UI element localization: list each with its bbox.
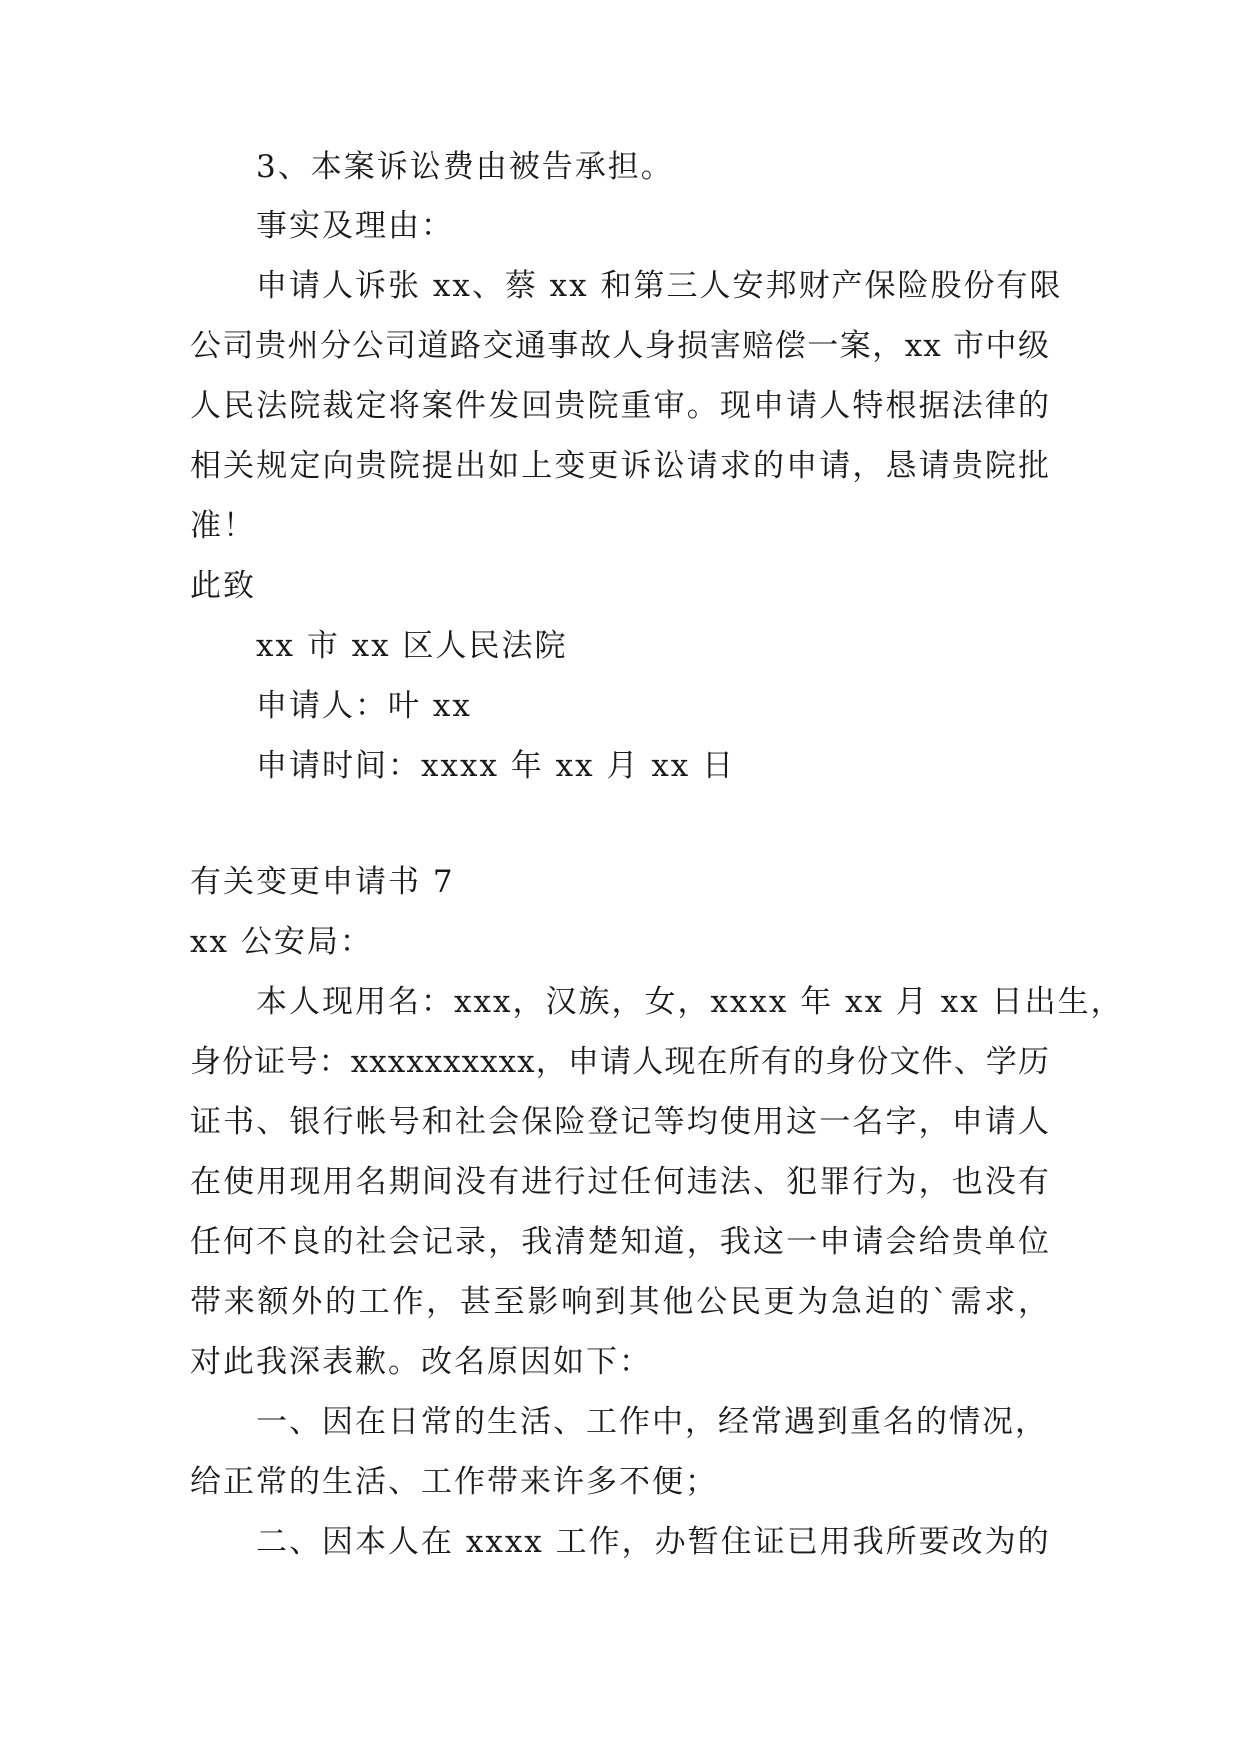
body-line: 在使用现用名期间没有进行过任何违法、犯罪行为，也没有 — [190, 1164, 1050, 1200]
body-line: 公司贵州分公司道路交通事故人身损害赔偿一案，xx 市中级 — [190, 328, 1050, 364]
section-title: 有关变更申请书 7 — [190, 864, 455, 900]
body-line: 身份证号：xxxxxxxxxx，申请人现在所有的身份文件、学历 — [190, 1044, 1050, 1080]
facts-heading: 事实及理由： — [256, 208, 454, 244]
application-date: 申请时间：xxxx 年 xx 月 xx 日 — [256, 748, 736, 784]
recipient-court: xx 市 xx 区人民法院 — [256, 628, 568, 664]
salutation: 此致 — [190, 568, 256, 604]
claim-item-3: 3、本案诉讼费由被告承担。 — [256, 149, 674, 185]
body-line: 申请人诉张 xx、蔡 xx 和第三人安邦财产保险股份有限 — [256, 268, 1063, 304]
body-line: 带来额外的工作，甚至影响到其他公民更为急迫的`需求， — [190, 1284, 1050, 1320]
body-line: 本人现用名：xxx，汉族，女，xxxx 年 xx 月 xx 日出生， — [256, 984, 1124, 1020]
body-line: 对此我深表歉。改名原因如下： — [190, 1344, 652, 1380]
body-line: 相关规定向贵院提出如上变更诉讼请求的申请，恳请贵院批 — [190, 448, 1050, 484]
recipient-police: xx 公安局： — [190, 924, 373, 960]
body-line: 准！ — [190, 508, 256, 544]
reason-1: 一、因在日常的生活、工作中，经常遇到重名的情况， — [256, 1404, 1048, 1440]
body-line: 给正常的生活、工作带来许多不便； — [190, 1464, 718, 1500]
body-line: 证书、银行帐号和社会保险登记等均使用这一名字，申请人 — [190, 1104, 1050, 1140]
body-line: 人民法院裁定将案件发回贵院重审。现申请人特根据法律的 — [190, 388, 1050, 424]
reason-2: 二、因本人在 xxxx 工作，办暂住证已用我所要改为的 — [256, 1524, 1051, 1560]
applicant-name: 申请人：叶 xx — [256, 688, 472, 724]
body-line: 任何不良的社会记录，我清楚知道，我这一申请会给贵单位 — [190, 1224, 1050, 1260]
